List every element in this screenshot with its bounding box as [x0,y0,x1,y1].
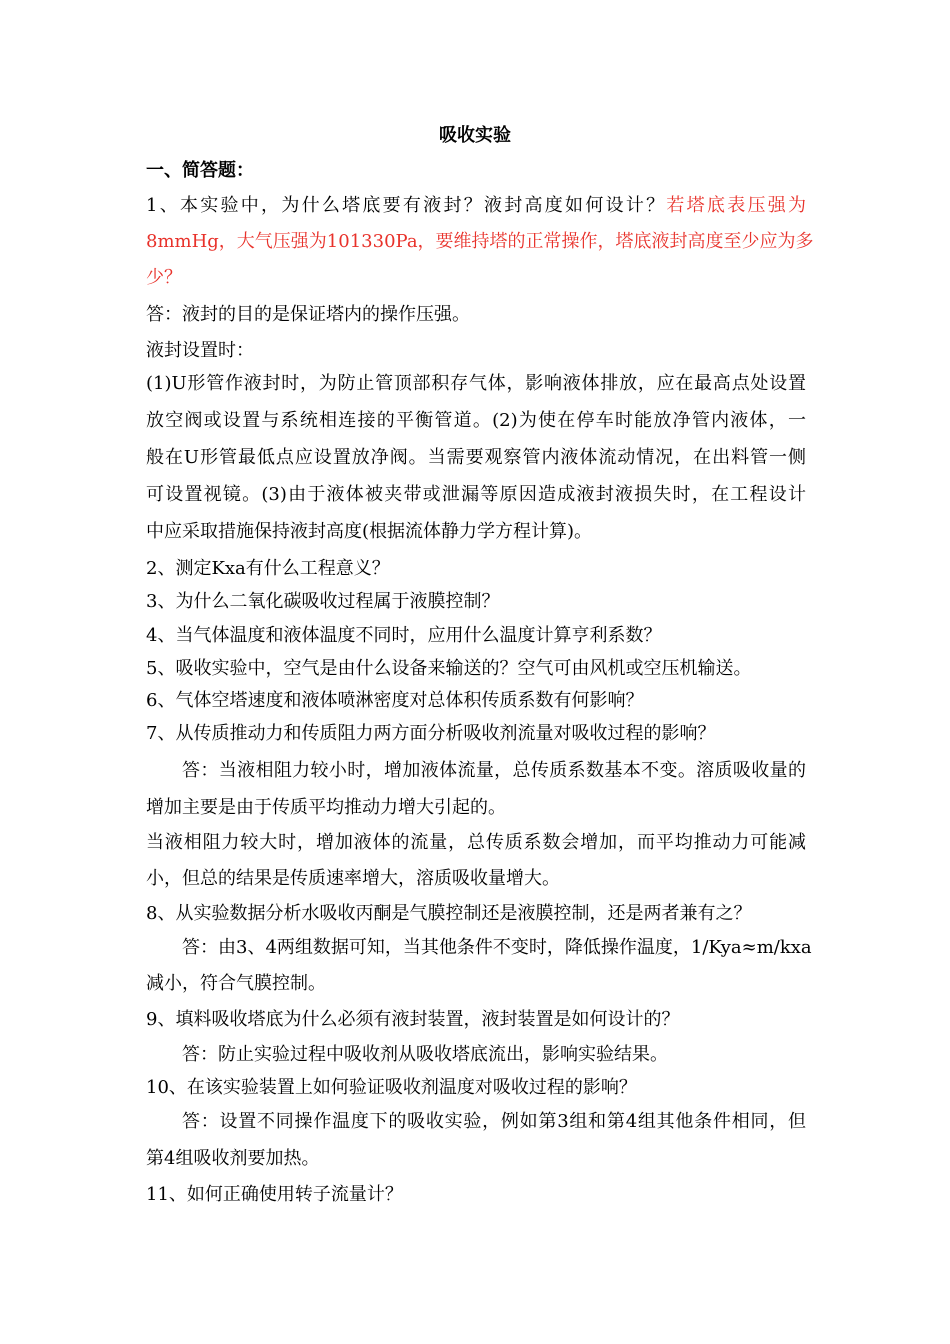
question-11: 11、如何正确使用转子流量计？ [146,1184,403,1205]
question-3: 3、为什么二氧化碳吸收过程属于液膜控制？ [146,591,500,612]
answer-1-line-2: 液封设置时： [146,340,254,361]
question-1-line-3: 少？ [146,267,182,288]
answer-8-line-1: 答：由3、4两组数据可知，当其他条件不变时，降低操作温度，1/Kya≈m/kxa [182,937,812,958]
question-2: 2、测定Kxa有什么工程意义？ [146,558,390,579]
answer-1-line-5: 般在U形管最低点应设置放净阀。当需要观察管内液体流动情况，在出料管一侧 [146,447,806,468]
answer-8-line-2: 减小，符合气膜控制。 [146,973,326,994]
question-1-line-1 [146,193,806,219]
question-6: 6、气体空塔速度和液体喷淋密度对总体积传质系数有何影响？ [146,690,644,711]
answer-1-line-4: 放空阀或设置与系统相连接的平衡管道。(2)为使在停车时能放净管内液体，一 [146,410,806,431]
question-7: 7、从传质推动力和传质阻力两方面分析吸收剂流量对吸收过程的影响？ [146,723,716,744]
question-1-text: 1、本实验中，为什么塔底要有液封？液封高度如何设计？ [146,195,667,216]
section-heading: 一、简答题： [146,160,254,181]
answer-7-line-2: 增加主要是由于传质平均推动力增大引起的。 [146,797,506,818]
answer-10-line-2: 第4组吸收剂要加热。 [146,1148,320,1169]
document-title: 吸收实验 [439,125,511,146]
answer-7-line-3: 当液相阻力较大时，增加液体的流量，总传质系数会增加，而平均推动力可能减 [146,832,806,853]
question-8: 8、从实验数据分析水吸收丙酮是气膜控制还是液膜控制，还是两者兼有之？ [146,903,752,924]
answer-1-line-7: 中应采取措施保持液封高度(根据流体静力学方程计算)。 [146,521,593,542]
answer-1-line-6: 可设置视镜。(3)由于液体被夹带或泄漏等原因造成液封液损失时，在工程设计 [146,484,806,505]
answer-9: 答：防止实验过程中吸收剂从吸收塔底流出，影响实验结果。 [182,1044,668,1065]
question-9: 9、填料吸收塔底为什么必须有液封装置，液封装置是如何设计的？ [146,1009,680,1030]
answer-10-line-1: 答：设置不同操作温度下的吸收实验，例如第3组和第4组其他条件相同，但 [182,1111,806,1132]
answer-1-line-1: 答：液封的目的是保证塔内的操作压强。 [146,304,470,325]
question-1-line-2: 8mmHg，大气压强为101330Pa，要维持塔的正常操作，塔底液封高度至少应为多 [146,231,814,252]
answer-1-line-3: (1)U形管作液封时，为防止管顶部积存气体，影响液体排放，应在最高点处设置 [146,373,806,394]
answer-7-line-4: 小，但总的结果是传质速率增大，溶质吸收量增大。 [146,868,560,889]
question-1-highlight: 若塔底表压强为 [666,195,807,216]
question-10: 10、在该实验装置上如何验证吸收剂温度对吸收过程的影响？ [146,1077,637,1098]
answer-7-line-1: 答：当液相阻力较小时，增加液体流量，总传质系数基本不变。溶质吸收量的 [182,760,806,781]
question-5: 5、吸收实验中，空气是由什么设备来输送的？空气可由风机或空压机输送。 [146,658,752,679]
question-4: 4、当气体温度和液体温度不同时，应用什么温度计算亨利系数？ [146,625,662,646]
